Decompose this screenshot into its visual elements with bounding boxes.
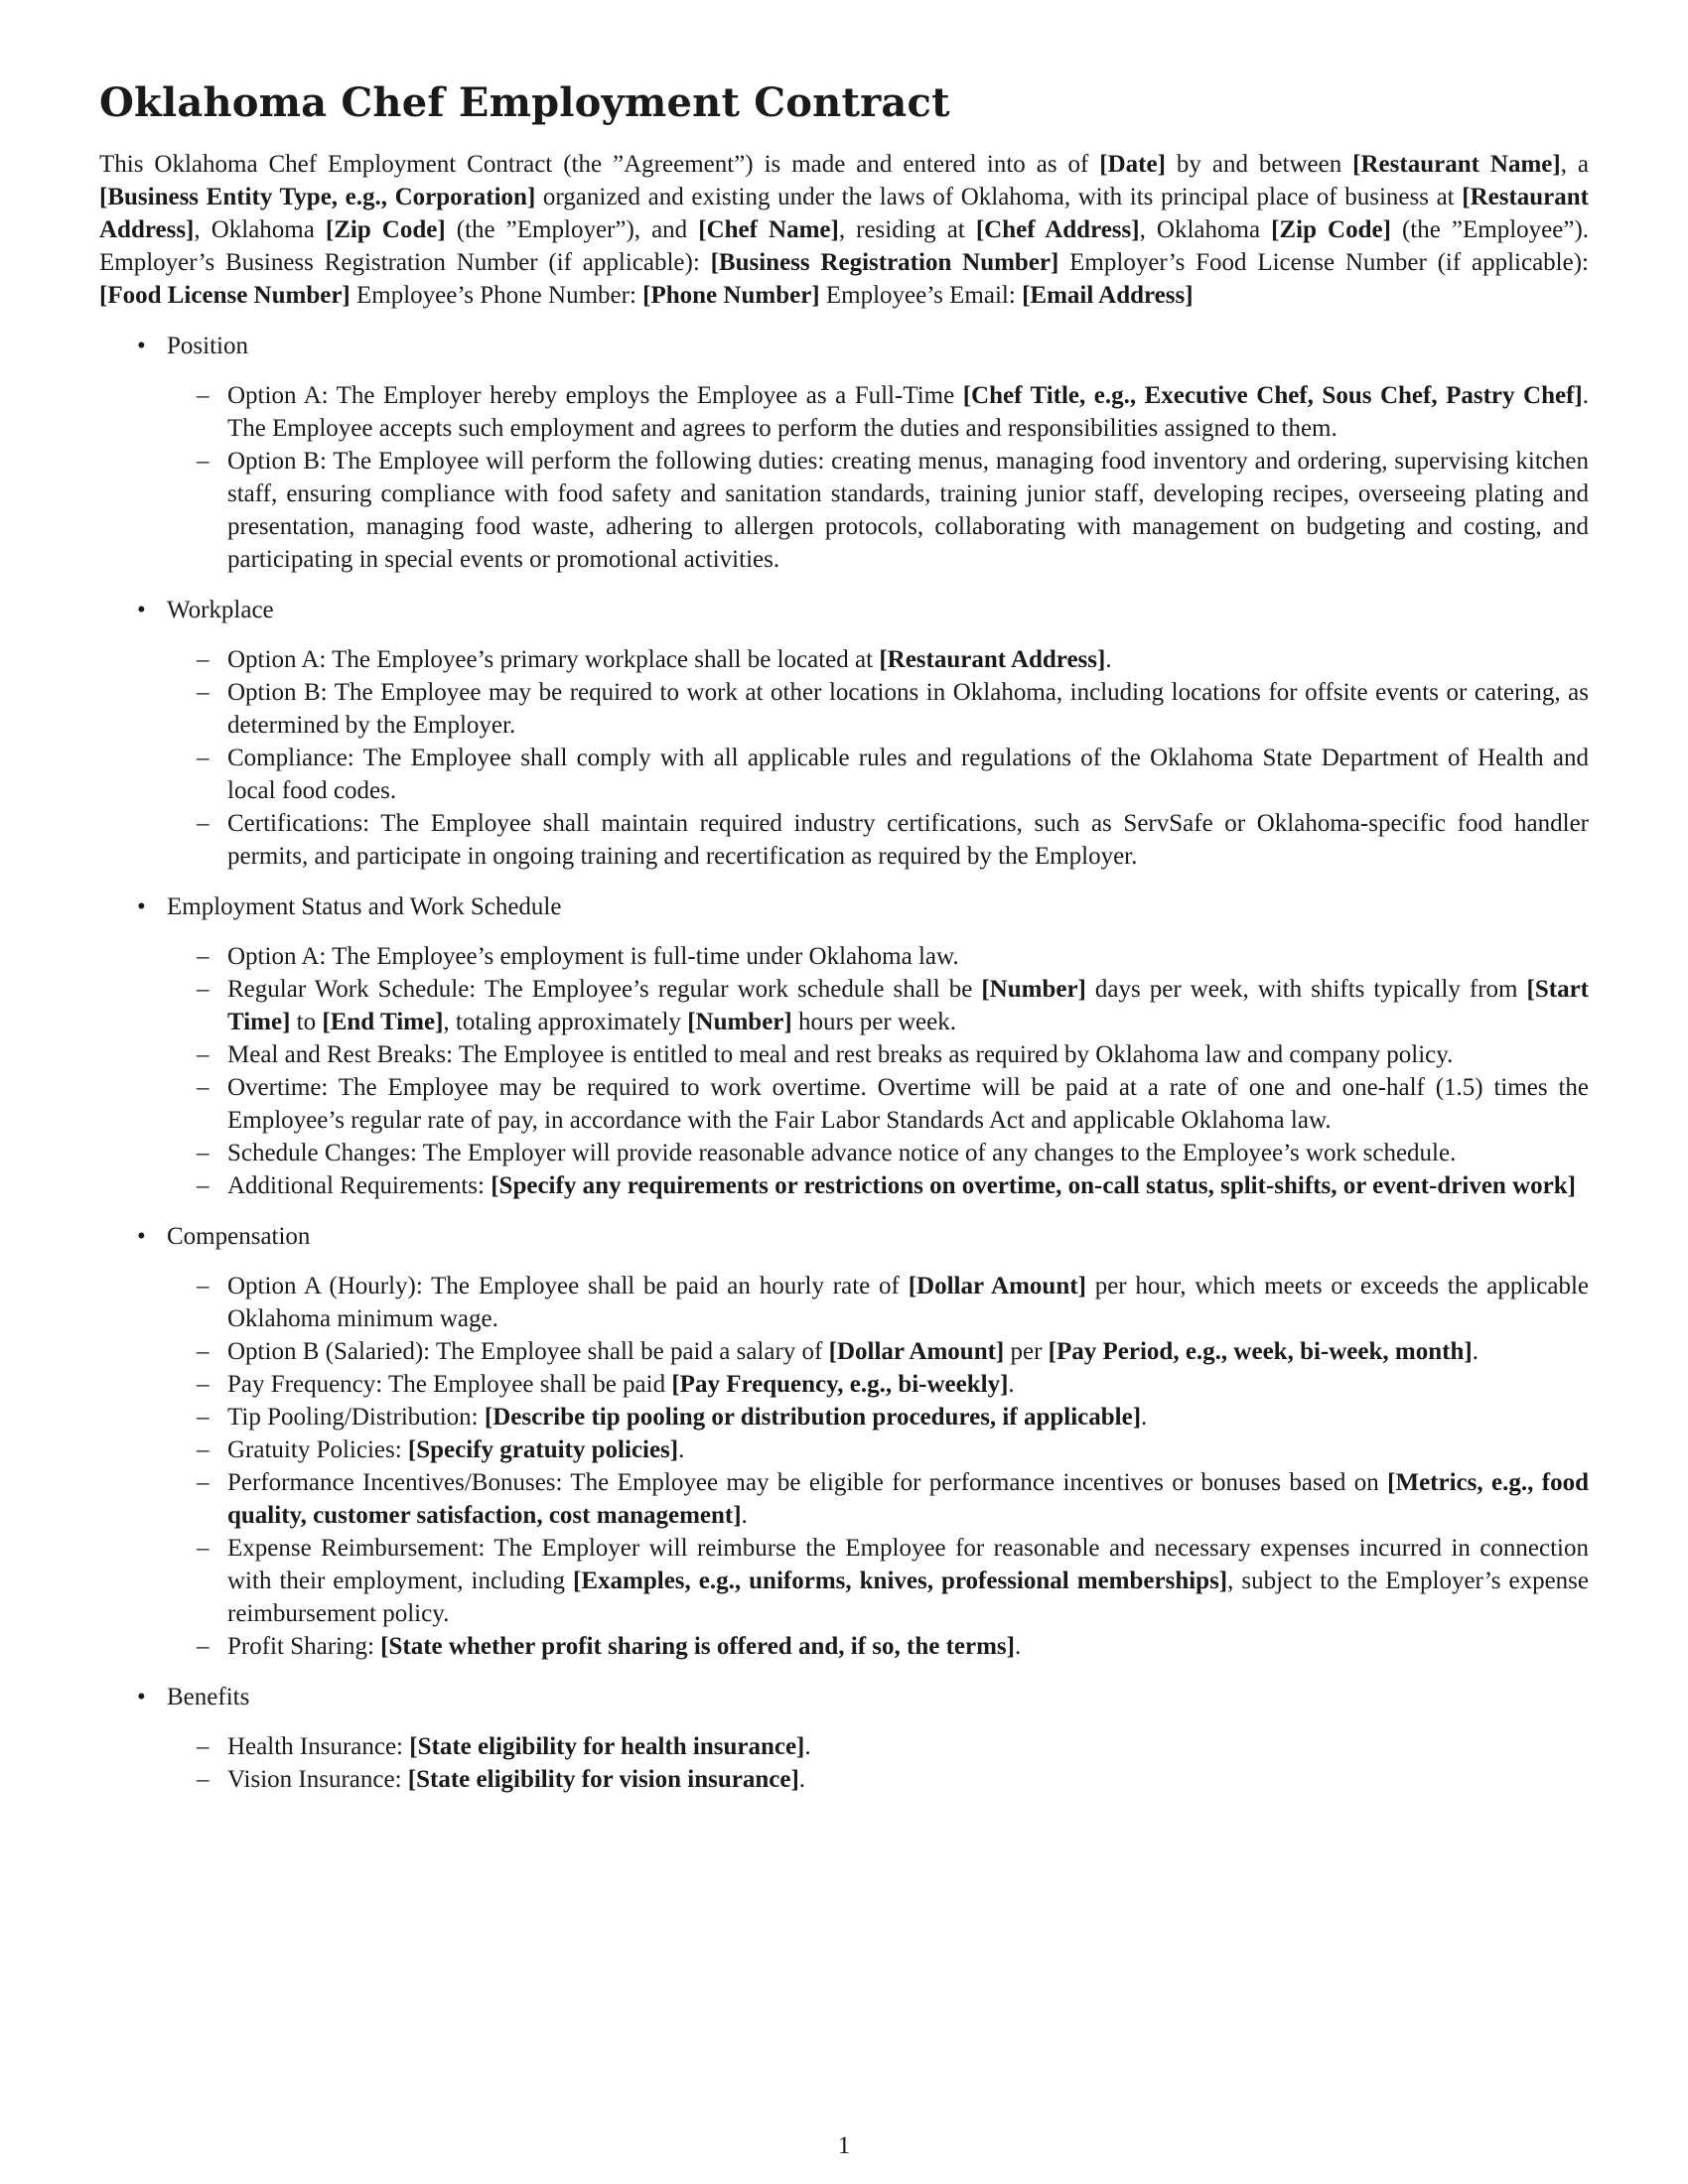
placeholder-field: [Zip Code] [325,216,446,243]
clause-list [167,643,1589,873]
dash-icon: – [197,1172,210,1199]
text-run: by and between [1165,151,1353,178]
dash-icon: – [197,1140,210,1166]
clause-list [167,1270,1589,1663]
text-run: Meal and Rest Breaks: The Employee is entitled to meal and rest breaks as required by Oklahoma law and company policy. [227,1041,1454,1068]
page-title: Oklahoma Chef Employment Contract [99,79,950,126]
clause-item [167,742,1589,807]
clause-list [167,1730,1589,1796]
text-run: . [741,1502,748,1529]
clause-item [167,1071,1589,1137]
text-run: Option A: The Employee’s employment is full-time under Oklahoma law. [227,943,959,970]
clause-item [167,1532,1589,1630]
text-run: Compliance: The Employee shall comply with all applicable rules and regulations of the Oklahoma State Department of Health and local food codes. [227,745,1589,804]
dash-icon: – [197,646,210,673]
bullet-icon: • [137,597,146,623]
dash-icon: – [197,745,210,771]
dash-icon: – [197,448,210,475]
section-workplace [99,594,1589,873]
text-run: Schedule Changes: The Employer will provide reasonable advance notice of any changes to the Employee’s work schedule. [227,1140,1457,1166]
placeholder-field: [State whether profit sharing is offered and, if so, the terms] [380,1633,1015,1660]
text-run: Employee’s Phone Number: [350,282,643,309]
text-run: . [798,1766,806,1793]
text-run: . [678,1436,685,1463]
text-run: Expense Reimbursement: The Employer will reimburse the Employee for reasonable and necessary expenses incurred in connection with their employment, including [227,1535,1589,1594]
dash-icon: – [197,1404,210,1431]
placeholder-field: [Specify gratuity policies] [407,1436,679,1463]
section-compensation [99,1220,1589,1663]
section-heading: Benefits [167,1684,250,1710]
section-benefits [99,1681,1589,1796]
intro-paragraph [99,148,1589,312]
placeholder-field: [Pay Period, e.g., week, bi-week, month] [1048,1338,1473,1365]
dash-icon: – [197,1041,210,1068]
clause-item [167,643,1589,676]
text-run: . [1105,646,1112,673]
clause-item [167,1630,1589,1663]
text-run: Vision Insurance: [227,1766,408,1793]
placeholder-field: [Start Time] [227,976,1589,1035]
placeholder-field: [Zip Code] [1271,216,1391,243]
placeholder-field: [Business Registration Number] [710,249,1059,276]
text-run: per [1004,1338,1049,1365]
clause-item [167,1335,1589,1368]
text-run: Additional Requirements: [227,1172,492,1199]
clause-item [167,1137,1589,1169]
clause-item [167,973,1589,1038]
placeholder-field: [Specify any requirements or restrictions on overtime, on-call status, split-shifts, or event-driven work] [491,1172,1576,1199]
text-run: , totaling approximately [443,1009,688,1035]
clause-item [167,1401,1589,1433]
text-run: Overtime: The Employee may be required to work overtime. Overtime will be paid at a rate of one and one-half (1.5) times the Employee’s regular rate of pay, in accordance with the Fair Labor Standards Act and applicable Oklahoma law. [227,1074,1589,1134]
clause-item [167,1368,1589,1401]
dash-icon: – [197,1338,210,1365]
text-run: Tip Pooling/Distribution: [227,1404,485,1431]
text-run: , a [1560,151,1590,178]
text-run: . The Employee accepts such employment and agrees to perform the duties and responsibilities assigned to them. [227,382,1589,442]
section-employment-status-and-work-schedule [99,890,1589,1202]
bullet-icon: • [137,893,146,920]
text-run: Health Insurance: [227,1733,410,1760]
text-run: (the ”Employee”). Employer’s Business Registration Number (if applicable): [99,216,1590,276]
clause-item [167,445,1589,576]
section-heading: Workplace [167,597,274,623]
text-run: Gratuity Policies: [227,1436,408,1463]
bullet-icon: • [137,1684,146,1710]
text-run: (the ”Employer”), and [445,216,699,243]
bullet-icon: • [137,1223,146,1250]
dash-icon: – [197,1273,210,1299]
text-run: . [1141,1404,1148,1431]
text-run: , Oklahoma [194,216,326,243]
placeholder-field: [Email Address] [1022,282,1194,309]
clause-item [167,807,1589,873]
clause-item [167,379,1589,445]
dash-icon: – [197,1371,210,1398]
text-run: to [290,1009,323,1035]
placeholder-field: [Restaurant Name] [1352,151,1561,178]
text-run: Option B (Salaried): The Employee shall be paid a salary of [227,1338,829,1365]
text-run: per hour, which meets or exceeds the applicable Oklahoma minimum wage. [227,1273,1589,1332]
dash-icon: – [197,1733,210,1760]
text-run: Employee’s Email: [819,282,1023,309]
placeholder-field: [Food License Number] [99,282,351,309]
placeholder-field: [Dollar Amount] [828,1338,1005,1365]
dash-icon: – [197,382,210,409]
placeholder-field: [Restaurant Address] [879,646,1106,673]
clause-item [167,940,1589,973]
dash-icon: – [197,1469,210,1496]
section-list [99,330,1589,1796]
text-run: Option B: The Employee may be required to work at other locations in Oklahoma, including locations for offsite events or catering, as determined by the Employer. [227,679,1589,739]
dash-icon: – [197,1633,210,1660]
placeholder-field: [State eligibility for health insurance] [409,1733,805,1760]
dash-icon: – [197,810,210,837]
document-page [99,79,1589,1796]
text-run: Regular Work Schedule: The Employee’s regular work schedule shall be [227,976,982,1003]
text-run: days per week, with shifts typically from [1085,976,1527,1003]
page-number: 1 [837,2132,851,2159]
dash-icon: – [197,1766,210,1793]
text-run: Performance Incentives/Bonuses: The Employee may be eligible for performance incentives or bonuses based on [227,1469,1388,1496]
text-run: Profit Sharing: [227,1633,381,1660]
placeholder-field: [Pay Frequency, e.g., bi-weekly] [671,1371,1009,1398]
text-run: Certifications: The Employee shall maintain required industry certifications, such as ServSafe or Oklahoma-specific food handler permits, and participate in ongoing training and recertification as required by the Employer. [227,810,1589,870]
placeholder-field: [End Time] [322,1009,444,1035]
placeholder-field: [Describe tip pooling or distribution procedures, if applicable] [484,1404,1142,1431]
placeholder-field: [Restaurant Address] [99,184,1590,243]
placeholder-field: [Date] [1099,151,1166,178]
text-run: Option A (Hourly): The Employee shall be paid an hourly rate of [227,1273,909,1299]
text-run: Pay Frequency: The Employee shall be paid [227,1371,672,1398]
section-heading: Employment Status and Work Schedule [167,893,562,920]
text-run: , residing at [838,216,976,243]
placeholder-field: [Metrics, e.g., food quality, customer satisfaction, cost management] [227,1469,1589,1529]
text-run: , subject to the Employer’s expense reimbursement policy. [227,1568,1590,1627]
placeholder-field: [Number] [687,1009,792,1035]
section-heading: Position [167,333,248,359]
text-run: Option B: The Employee will perform the following duties: creating menus, managing food inventory and ordering, supervising kitchen staff, ensuring compliance with food safety and sanitation standards, training junior staff, developing recipes, overseeing plating and presentation, managing food waste, adhering to allergen protocols, collaborating with management on budgeting and costing, and participating in special events or promotional activities. [227,448,1589,573]
text-run: . [1472,1338,1478,1365]
placeholder-field: [Phone Number] [642,282,820,309]
text-run: Employer’s Food License Number (if applicable): [1058,249,1589,276]
dash-icon: – [197,976,210,1003]
clause-item [167,1763,1589,1796]
clause-item [167,1038,1589,1071]
dash-icon: – [197,1074,210,1101]
section-position [99,330,1589,576]
clause-item [167,676,1589,742]
clause-item [167,1433,1589,1466]
text-run: This Oklahoma Chef Employment Contract (the ”Agreement”) is made and entered into as of [99,151,1100,178]
text-run: hours per week. [791,1009,956,1035]
text-run: . [804,1733,811,1760]
placeholder-field: [Business Entity Type, e.g., Corporation] [99,184,536,210]
clause-item [167,1730,1589,1763]
text-run: . [1015,1633,1022,1660]
placeholder-field: [State eligibility for vision insurance] [407,1766,799,1793]
dash-icon: – [197,679,210,706]
clause-item [167,1270,1589,1335]
placeholder-field: [Number] [981,976,1086,1003]
clause-item [167,1169,1589,1202]
placeholder-field: [Examples, e.g., uniforms, knives, professional memberships] [573,1568,1228,1594]
clause-list [167,379,1589,576]
clause-item [167,1466,1589,1532]
placeholder-field: [Chef Address] [975,216,1140,243]
text-run: Option A: The Employee’s primary workplace shall be located at [227,646,880,673]
text-run: organized and existing under the laws of Oklahoma, with its principal place of business at [535,184,1463,210]
text-run: . [1008,1371,1015,1398]
placeholder-field: [Chef Title, e.g., Executive Chef, Sous Chef, Pastry Chef] [962,382,1583,409]
section-heading: Compensation [167,1223,311,1250]
dash-icon: – [197,1436,210,1463]
text-run: , Oklahoma [1139,216,1272,243]
bullet-icon: • [137,333,146,359]
clause-list [167,940,1589,1202]
text-run: Option A: The Employer hereby employs the Employee as a Full-Time [227,382,963,409]
placeholder-field: [Chef Name] [698,216,839,243]
dash-icon: – [197,1535,210,1562]
dash-icon: – [197,943,210,970]
placeholder-field: [Dollar Amount] [908,1273,1086,1299]
